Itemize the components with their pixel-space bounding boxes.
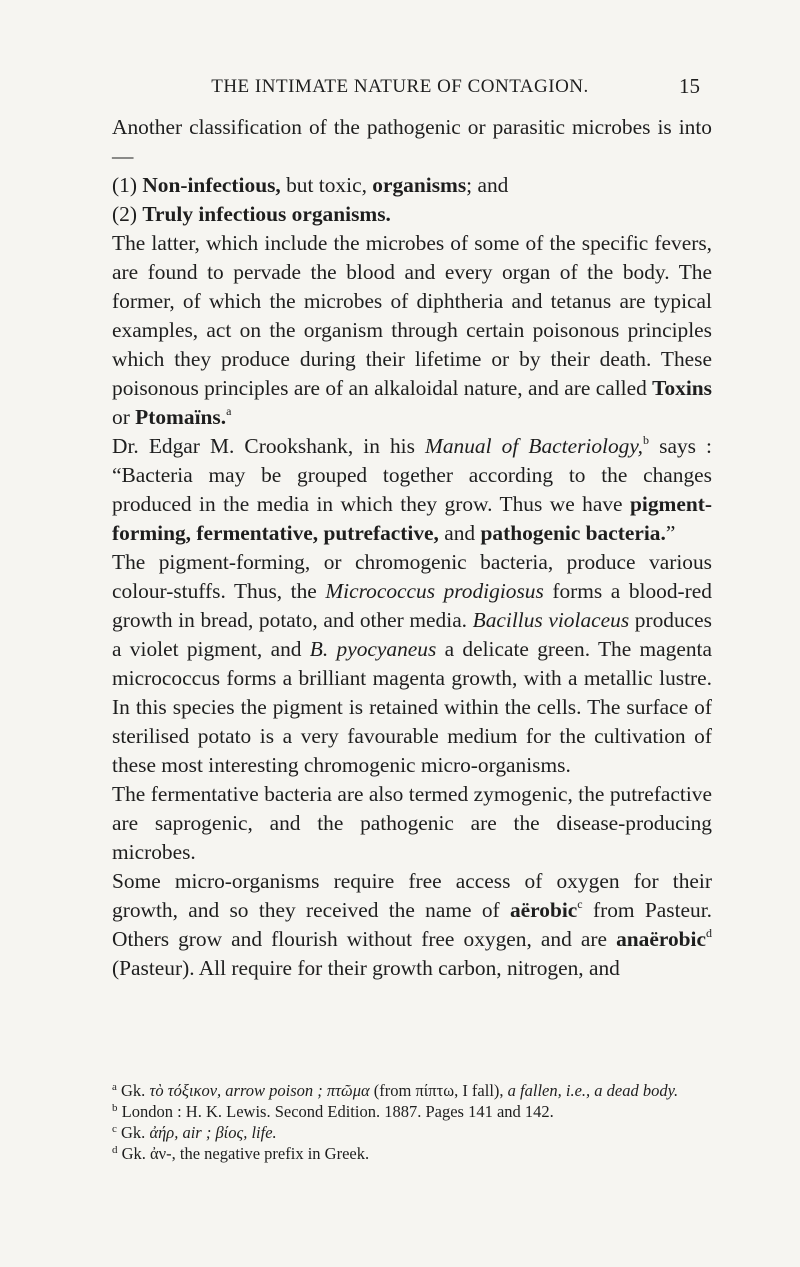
oxygen-text-b: from Pasteur. Others grow and flourish without free oxygen, and are [112,898,712,951]
list-item-2 [112,200,712,229]
list-item-1 [112,171,712,200]
footnote-c-mark: c [112,1123,117,1135]
item-1-bold-2: organisms [366,173,467,197]
item-1-number: (1) [112,173,137,197]
footnote-a-mark: a [112,1081,117,1093]
term-aerobic: aërobic [509,898,578,922]
crookshank-and: and [438,521,481,545]
paragraph-pigment [112,548,712,780]
footnote-a [112,1080,712,1101]
species-bacillus: Bacillus violaceus [472,608,630,632]
pigment-text-d: a delicate green. The magenta micrococcus forms a brilliant magenta growth, with a metallic lustre. In this species the pigment is retained within the cells. The surface of sterilised potato is a very favourable medium for the cultivation of these most interesting chromogenic micro-organisms. [112,637,712,777]
item-1-bold: Non-infectious, [142,173,281,197]
paragraph-intro [112,113,712,171]
paragraph-crookshank [112,432,712,548]
footnote-ref-d: d [706,926,712,940]
item-2-bold: Truly infectious organisms. [142,202,391,226]
species-pyocyaneus: B. pyocyaneus [309,637,437,661]
fermentative-text: The fermentative bacteria are also termed zymogenic, the putrefactive are saprogenic, and the pathogenic are the disease-producing microbes. [112,782,712,864]
running-title: THE INTIMATE NATURE OF CONTAGION. [211,76,589,97]
pathogenic-bacteria: pathogenic bacteria. [480,521,666,545]
running-header [100,72,700,102]
item-2-number: (2) [112,202,137,226]
footnotes [112,1080,712,1164]
paragraph-fermentative [112,780,712,867]
footnote-d-text: Gk. ἀν-, the negative prefix in Greek. [117,1144,370,1163]
footnote-ref-a: a [226,404,232,418]
footnote-ref-c: c [577,897,583,911]
toxins-text: The latter, which include the microbes of some of the specific fevers, are found to pervade the blood and every organ of the body. The former, of which the microbes of diphtheria and tetanus are typical examples, act on the organism through certain poisonous principles which they produce during their lifetime or by their death. These poisonous principles are of an alkaloidal nature, and are called [112,231,712,400]
footnote-a-text-2: (from πίπτω, I fall), [369,1081,508,1100]
toxins-or: or [112,405,136,429]
footnote-b-text: London : H. K. Lewis. Second Edition. 1887. Pages 141 and 142. [117,1102,554,1121]
footnote-c-text: Gk. [116,1123,150,1142]
paragraph-oxygen [112,867,712,983]
oxygen-text-c: (Pasteur). All require for their growth carbon, nitrogen, and [112,956,620,980]
crookshank-quote-end: ” [665,521,676,545]
footnote-ref-b: b [643,433,650,447]
intro-text: Another classification of the pathogenic or parasitic microbes is into— [112,115,712,168]
footnote-b-mark: b [112,1102,118,1114]
book-title: Manual of Bacteriology, [425,434,644,458]
crookshank-text-b: says : “Bacteria may be grouped together according to the changes produced in the media in which they grow. Thus we have [112,434,712,516]
footnote-d-mark: d [112,1144,118,1156]
paragraph-toxins [112,229,712,432]
pigment-text-b: forms a blood-red growth in bread, potato, and other media. [112,579,712,632]
body-text [112,113,712,983]
footnote-a-text: Gk. [116,1081,150,1100]
term-toxins: Toxins [652,376,712,400]
crookshank-text-a: Dr. Edgar M. Crookshank, in his [112,434,426,458]
page-number: 15 [679,74,700,98]
footnote-d [112,1143,712,1164]
bacteria-types: pigment-forming, fermentative, putrefactive, [112,492,712,545]
pigment-text-c: produces a violet pigment, and [112,608,712,661]
footnote-c-italic: ἀήρ, air ; βίος, life. [149,1123,277,1142]
term-ptomains: Ptomaïns. [135,405,227,429]
oxygen-text-a: Some micro-organisms require free access of oxygen for their growth, and so they received the name of [112,869,712,922]
footnote-a-italic: a fallen, i.e., a dead body. [507,1081,679,1100]
pigment-text-a: The pigment-forming, or chromogenic bacteria, produce various colour-stuffs. Thus, the [112,550,712,603]
species-micrococcus: Micrococcus prodigiosus [325,579,544,603]
item-1-mid: but toxic, [280,173,367,197]
term-anaerobic: anaërobic [616,927,706,951]
item-1-end: ; and [466,173,509,197]
footnote-c [112,1122,712,1143]
footnote-b [112,1101,712,1122]
footnote-a-greek: τὸ τόξικον, arrow poison ; πτῶμα [149,1081,370,1100]
